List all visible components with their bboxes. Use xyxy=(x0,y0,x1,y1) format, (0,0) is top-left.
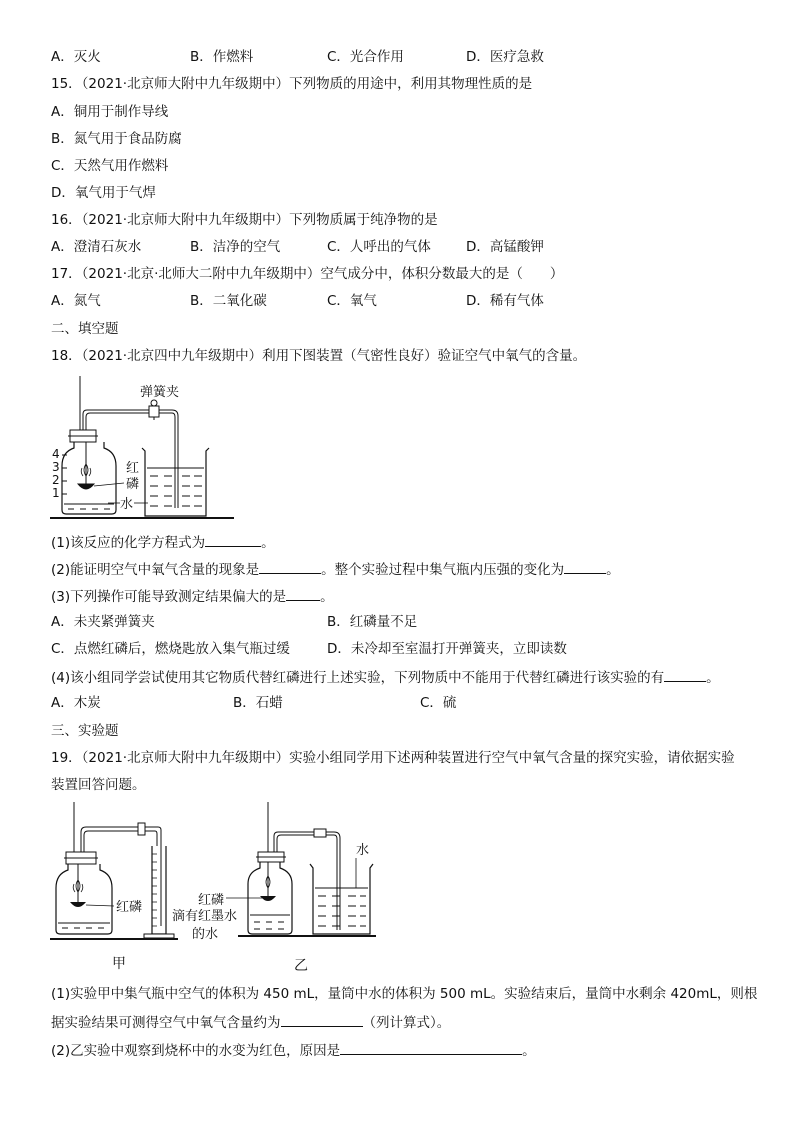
rubber-tube-icon xyxy=(314,829,326,837)
q18-part3-option-c: C．点燃红磷后，燃烧匙放入集气瓶过缓 xyxy=(51,641,290,657)
setup-yi xyxy=(198,802,376,974)
setup-jia xyxy=(50,802,237,972)
water-label: 水 xyxy=(120,497,134,512)
q18-part3-option-b: B．红磷量不足 xyxy=(327,614,418,630)
q14-option-c: C．光合作用 xyxy=(327,49,404,65)
jia-caption: 甲 xyxy=(112,956,126,972)
q19-part2-end: 。 xyxy=(522,1043,536,1059)
q17-option-b: B．二氧化碳 xyxy=(190,293,267,309)
q14-option-b: B．作燃料 xyxy=(190,49,254,65)
jia-phos-label: 红磷 xyxy=(116,900,143,915)
q17-option-d: D．稀有气体 xyxy=(466,293,544,309)
q17-option-c: C．氧气 xyxy=(327,293,377,309)
q19-part1-line1: (1)实验甲中集气瓶中空气的体积为 450 mL，量筒中水的体积为 500 mL。实验结束后，量筒中水剩余 420mL，则根 xyxy=(51,986,758,1002)
q18-part4 xyxy=(51,667,720,687)
q15-option-b: B．氮气用于食品防腐 xyxy=(51,131,182,147)
q19-part1-text: 据实验结果可测得空气中氧气含量约为 xyxy=(51,1015,281,1031)
section-heading-experiment: 三、实验题 xyxy=(51,723,119,739)
q18-part1 xyxy=(51,532,275,552)
scale-3: 3 xyxy=(52,460,60,474)
q18-part3-blank[interactable] xyxy=(286,586,320,601)
q18-part4-option-b: B．石蜡 xyxy=(233,695,283,711)
q15-option-c: C．天然气用作燃料 xyxy=(51,158,169,174)
q18-part3 xyxy=(51,586,334,606)
q18-part4-blank[interactable] xyxy=(664,667,706,682)
q18-part2-text: (2)能证明空气中氧气含量的现象是 xyxy=(51,562,260,578)
q18-part1-blank[interactable] xyxy=(205,532,261,547)
q17-option-a: A．氮气 xyxy=(51,293,101,309)
gas-jar-icon xyxy=(62,430,116,514)
q19-stem-line2: 装置回答问题。 xyxy=(51,777,146,793)
graduated-cylinder-icon xyxy=(144,846,174,938)
q18-part2 xyxy=(51,559,620,579)
q18-stem: 18．（2021·北京四中九年级期中）利用下图装置（气密性良好）验证空气中氧气的含量。 xyxy=(51,348,587,364)
q17-stem: 17．（2021·北京·北师大二附中九年级期中）空气成分中，体积分数最大的是（ ） xyxy=(51,266,564,282)
q18-part2-end: 。 xyxy=(606,562,620,578)
q19-part2-blank[interactable] xyxy=(340,1040,522,1055)
q19-part1-line2 xyxy=(51,1012,450,1032)
q16-option-b: B．洁净的空气 xyxy=(190,239,281,255)
jia-water-label-2: 的水 xyxy=(192,927,219,942)
yi-caption: 乙 xyxy=(294,958,308,974)
q16-option-d: D．高锰酸钾 xyxy=(466,239,544,255)
q18-part4-end: 。 xyxy=(706,670,720,686)
q15-stem: 15．（2021·北京师大附中九年级期中）下列物质的用途中，利用其物理性质的是 xyxy=(51,76,533,92)
q18-part2-blank-1[interactable] xyxy=(259,559,321,574)
scale-1: 1 xyxy=(52,486,60,500)
q18-part3-text: (3)下列操作可能导致测定结果偏大的是 xyxy=(51,589,287,605)
q19-stem-line1: 19．（2021·北京师大附中九年级期中）实验小组同学用下述两种装置进行空气中氧气含量的探究实验，请依据实验 xyxy=(51,750,735,766)
scale-4: 4 xyxy=(52,447,60,461)
beaker-icon xyxy=(310,864,373,934)
q14-option-d: D．医疗急救 xyxy=(466,49,544,65)
clamp-label: 弹簧夹 xyxy=(140,385,180,400)
q18-part2-blank-2[interactable] xyxy=(564,559,606,574)
q16-option-a: A．澄清石灰水 xyxy=(51,239,142,255)
q19-part1-blank[interactable] xyxy=(281,1012,363,1027)
q18-part3-option-d: D．未冷却至室温打开弹簧夹，立即读数 xyxy=(327,641,567,657)
spring-clamp-icon xyxy=(149,400,159,420)
q18-part1-end: 。 xyxy=(261,535,275,551)
phos-label-1: 红 xyxy=(126,461,140,476)
jia-water-label-1: 滴有红墨水 xyxy=(172,909,238,924)
q19-part2 xyxy=(51,1040,536,1060)
q16-stem: 16．（2021·北京师大附中九年级期中）下列物质属于纯净物的是 xyxy=(51,212,438,228)
q18-part1-text: (1)该反应的化学方程式为 xyxy=(51,535,206,551)
q16-option-c: C．人呼出的气体 xyxy=(327,239,431,255)
q18-part3-end: 。 xyxy=(320,589,334,605)
section-heading-fill-in: 二、填空题 xyxy=(51,321,119,337)
yi-water-label: 水 xyxy=(356,843,370,858)
q19-part2-text: (2)乙实验中观察到烧杯中的水变为红色，原因是 xyxy=(51,1043,341,1059)
q18-part3-option-a: A．未夹紧弹簧夹 xyxy=(51,614,155,630)
q15-option-a: A．铜用于制作导线 xyxy=(51,104,169,120)
spring-clamp-icon xyxy=(138,823,145,835)
q18-apparatus-figure xyxy=(48,376,238,524)
q18-part4-option-a: A．木炭 xyxy=(51,695,101,711)
q18-part4-text: (4)该小组同学尝试使用其它物质代替红磷进行上述实验，下列物质中不能用于代替红磷进行该实验的有 xyxy=(51,670,665,686)
q19-apparatus-figure xyxy=(48,802,388,976)
phos-label-2: 磷 xyxy=(126,477,140,492)
q18-part2-mid: 。整个实验过程中集气瓶内压强的变化为 xyxy=(321,562,565,578)
q19-part1-end: （列计算式）。 xyxy=(362,1015,451,1031)
q15-option-d: D．氧气用于气焊 xyxy=(51,185,156,201)
scale-2: 2 xyxy=(52,473,60,487)
q18-part4-option-c: C．硫 xyxy=(420,695,457,711)
yi-phos-label: 红磷 xyxy=(198,893,225,908)
q14-option-a: A．灭火 xyxy=(51,49,101,65)
